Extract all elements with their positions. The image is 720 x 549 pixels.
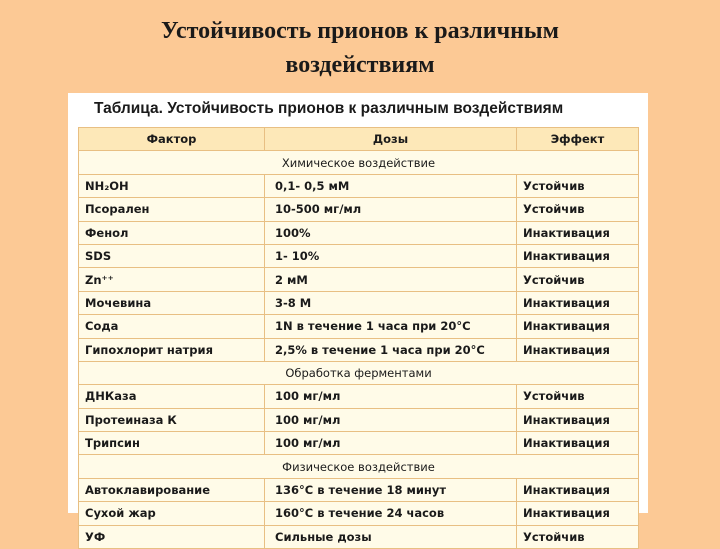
effect-cell: Устойчив [517, 268, 639, 291]
table-row [79, 221, 639, 244]
effect-cell: Инактивация [517, 315, 639, 338]
table-row [79, 502, 639, 525]
effect-cell: Устойчив [517, 174, 639, 197]
dose-cell: 1- 10% [265, 244, 517, 267]
dose-cell: 2,5% в течение 1 часа при 20°С [265, 338, 517, 361]
slide-title-line-1: Устойчивость прионов к различным [160, 18, 560, 44]
factor-cell: Автоклавирование [79, 478, 265, 501]
table-row [79, 525, 639, 548]
factor-cell: Сода [79, 315, 265, 338]
table-row [79, 338, 639, 361]
factor-cell: Псорален [79, 198, 265, 221]
header-dose: Дозы [265, 128, 517, 151]
table-row [79, 385, 639, 408]
factor-cell: УФ [79, 525, 265, 548]
factor-cell: SDS [79, 244, 265, 267]
factor-cell: Zn⁺⁺ [79, 268, 265, 291]
factor-cell: Трипсин [79, 432, 265, 455]
dose-cell: 100 мг/мл [265, 432, 517, 455]
prion-resistance-table [78, 127, 639, 549]
effect-cell: Инактивация [517, 502, 639, 525]
dose-cell: 100 мг/мл [265, 408, 517, 431]
table-row [79, 198, 639, 221]
effect-cell: Устойчив [517, 385, 639, 408]
effect-cell: Инактивация [517, 432, 639, 455]
effect-cell: Инактивация [517, 221, 639, 244]
effect-cell: Инактивация [517, 244, 639, 267]
dose-cell: 1N в течение 1 часа при 20°С [265, 315, 517, 338]
header-effect: Эффект [517, 128, 639, 151]
dose-cell: 0,1- 0,5 мМ [265, 174, 517, 197]
factor-cell: Фенол [79, 221, 265, 244]
section-row [79, 361, 639, 384]
table-caption: Таблица. Устойчивость прионов к различным воздействиям [94, 100, 564, 117]
section-title: Химическое воздействие [79, 151, 639, 174]
dose-cell: 160°С в течение 24 часов [265, 502, 517, 525]
effect-cell: Инактивация [517, 478, 639, 501]
dose-cell: 2 мМ [265, 268, 517, 291]
header-factor: Фактор [79, 128, 265, 151]
section-row [79, 455, 639, 478]
table-header-row [79, 128, 639, 151]
factor-cell: Гипохлорит натрия [79, 338, 265, 361]
table-row [79, 478, 639, 501]
table-row [79, 315, 639, 338]
table-row [79, 432, 639, 455]
dose-cell: 136°С в течение 18 минут [265, 478, 517, 501]
effect-cell: Инактивация [517, 408, 639, 431]
slide-title-line-2: воздействиям [285, 52, 435, 78]
effect-cell: Инактивация [517, 291, 639, 314]
table-row [79, 291, 639, 314]
factor-cell: NH₂OH [79, 174, 265, 197]
effect-cell: Устойчив [517, 525, 639, 548]
dose-cell: 3-8 М [265, 291, 517, 314]
dose-cell: 10-500 мг/мл [265, 198, 517, 221]
dose-cell: Сильные дозы [265, 525, 517, 548]
dose-cell: 100% [265, 221, 517, 244]
section-row [79, 151, 639, 174]
effect-cell: Инактивация [517, 338, 639, 361]
table-row [79, 268, 639, 291]
effect-cell: Устойчив [517, 198, 639, 221]
dose-cell: 100 мг/мл [265, 385, 517, 408]
factor-cell: ДНКаза [79, 385, 265, 408]
table-row [79, 244, 639, 267]
factor-cell: Сухой жар [79, 502, 265, 525]
slide-title [0, 14, 720, 82]
section-title: Физическое воздействие [79, 455, 639, 478]
table-body [79, 151, 639, 549]
factor-cell: Протеиназа К [79, 408, 265, 431]
section-title: Обработка ферментами [79, 361, 639, 384]
table-row [79, 408, 639, 431]
factor-cell: Мочевина [79, 291, 265, 314]
table-card [68, 93, 648, 544]
table-row [79, 174, 639, 197]
